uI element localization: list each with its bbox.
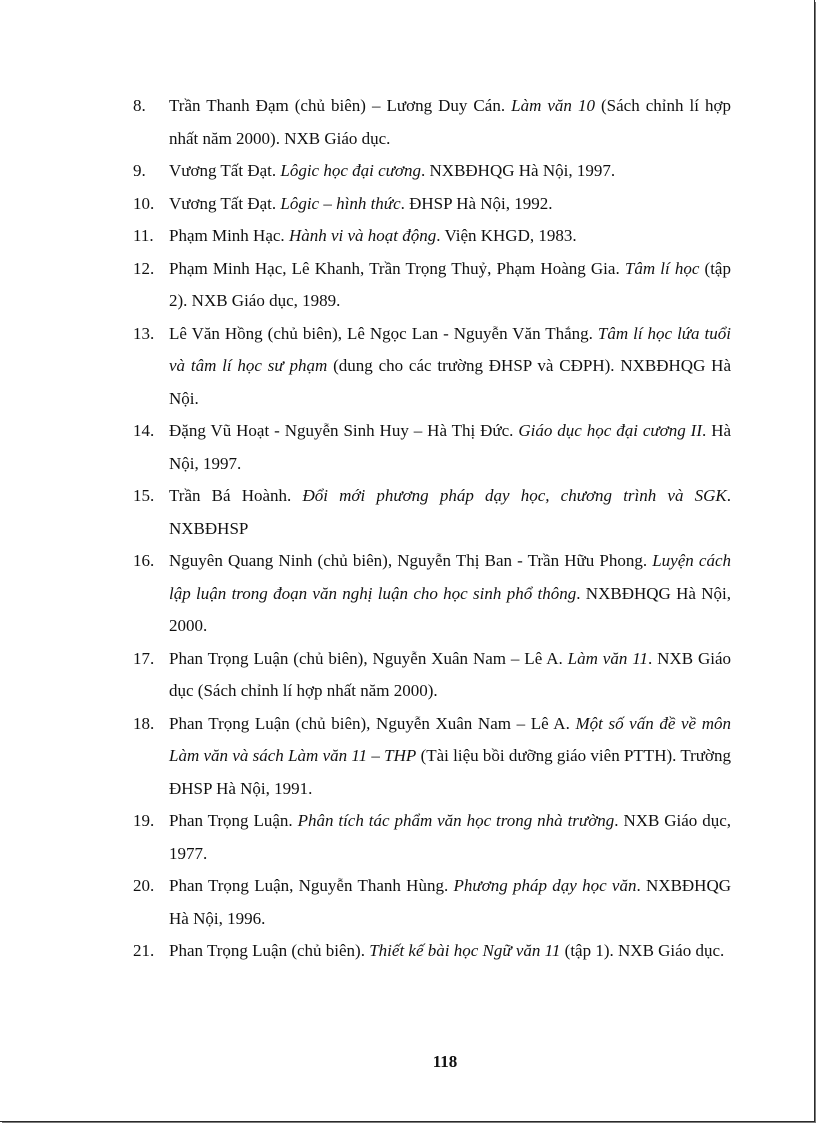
reference-authors: Trần Thanh Đạm (chủ biên) – Lương Duy Cán. bbox=[169, 96, 512, 115]
reference-details: . Viện KHGD, 1983. bbox=[436, 226, 577, 245]
reference-title: Phân tích tác phẩm văn học trong nhà trường bbox=[297, 811, 615, 830]
reference-title: Lôgic – hình thức bbox=[280, 193, 401, 213]
reference-details: . Hà Nội, 1997. bbox=[169, 421, 732, 473]
reference-number: 15. bbox=[133, 486, 155, 505]
reference-item bbox=[133, 805, 731, 870]
reference-title: Lôgic học đại cương bbox=[280, 161, 422, 180]
reference-details: (Sách chỉnh lí hợp nhất năm 2000). NXB Giáo dục. bbox=[169, 96, 731, 148]
reference-authors: Phạm Minh Hạc. bbox=[169, 226, 289, 245]
reference-details: . ĐHSP Hà Nội, 1992. bbox=[400, 193, 553, 213]
reference-title: Phương pháp dạy học văn bbox=[453, 876, 637, 895]
reference-item bbox=[133, 870, 731, 935]
reference-item bbox=[133, 188, 731, 221]
reference-details: . NXB Giáo dục, 1977. bbox=[169, 811, 732, 863]
reference-item bbox=[133, 935, 731, 968]
reference-item bbox=[133, 90, 731, 155]
reference-item bbox=[133, 415, 731, 480]
reference-item bbox=[133, 155, 731, 188]
reference-details: . NXBĐHQG Hà Nội, 2000. bbox=[169, 583, 731, 635]
reference-authors: Đặng Vũ Hoạt - Nguyễn Sinh Huy – Hà Thị Đức. bbox=[169, 421, 519, 440]
reference-item bbox=[133, 220, 731, 253]
reference-authors: Phan Trọng Luận (chủ biên), Nguyễn Xuân Nam – Lê A. bbox=[169, 648, 568, 668]
reference-title: Một số vấn đề về môn Làm văn và sách Làm văn 11 – THP bbox=[169, 713, 731, 765]
reference-details: (tập 2). NXB Giáo dục, 1989. bbox=[169, 258, 731, 310]
reference-title: Hành vi và hoạt động bbox=[288, 226, 437, 245]
reference-authors: Phạm Minh Hạc, Lê Khanh, Trần Trọng Thuỷ, Phạm Hoàng Gia. bbox=[169, 258, 625, 278]
page-number: 118 bbox=[432, 1052, 458, 1071]
reference-number: 10. bbox=[133, 193, 155, 213]
reference-details: . NXBĐHQG Hà Nội, 1996. bbox=[169, 876, 732, 928]
reference-number: 8. bbox=[133, 96, 146, 115]
reference-title: Làm văn 10 bbox=[511, 96, 595, 115]
reference-item bbox=[133, 480, 731, 545]
reference-number: 16. bbox=[133, 551, 155, 570]
reference-number: 11. bbox=[133, 226, 154, 245]
reference-number: 18. bbox=[133, 713, 155, 733]
reference-title: Giáo dục học đại cương II bbox=[518, 421, 703, 440]
reference-title: Thiết kế bài học Ngữ văn 11 bbox=[369, 941, 561, 960]
reference-authors: Phan Trọng Luận. bbox=[169, 811, 298, 830]
reference-authors: Phan Trọng Luận (chủ biên), Nguyễn Xuân Nam – Lê A. bbox=[169, 713, 576, 733]
reference-number: 13. bbox=[133, 323, 155, 343]
reference-number: 20. bbox=[133, 876, 155, 895]
reference-number: 12. bbox=[133, 258, 155, 278]
reference-item bbox=[133, 643, 731, 708]
reference-number: 9. bbox=[133, 161, 146, 180]
reference-item bbox=[133, 318, 731, 416]
reference-title: Làm văn 11 bbox=[567, 648, 648, 668]
reference-details: . NXBĐHSP bbox=[169, 486, 732, 538]
reference-authors: Lê Văn Hồng (chủ biên), Lê Ngọc Lan - Nguyễn Văn Thắng. bbox=[169, 323, 598, 343]
reference-authors: Phan Trọng Luận (chủ biên). bbox=[169, 941, 370, 960]
reference-authors: Vương Tất Đạt. bbox=[169, 193, 281, 213]
reference-number: 21. bbox=[133, 941, 155, 960]
reference-details: (dung cho các trường ĐHSP và CĐPH). NXBĐHQG Hà Nội. bbox=[169, 356, 732, 408]
reference-item bbox=[133, 253, 731, 318]
reference-list bbox=[133, 90, 731, 968]
reference-details: . NXBĐHQG Hà Nội, 1997. bbox=[421, 161, 616, 180]
reference-details: . NXB Giáo dục (Sách chỉnh lí hợp nhất năm 2000). bbox=[169, 648, 732, 700]
reference-number: 14. bbox=[133, 421, 155, 440]
reference-item bbox=[133, 545, 731, 643]
reference-title: Luyện cách lập luận trong đoạn văn nghị luận cho học sinh phổ thông bbox=[169, 551, 731, 603]
reference-details: (tập 1). NXB Giáo dục. bbox=[560, 941, 725, 960]
reference-details: (Tài liệu bồi dưỡng giáo viên PTTH). Trường ĐHSP Hà Nội, 1991. bbox=[169, 746, 731, 798]
reference-title: Tâm lí học lứa tuổi và tâm lí học sư phạm bbox=[169, 323, 731, 375]
reference-authors: Trần Bá Hoành. bbox=[169, 486, 303, 505]
reference-number: 17. bbox=[133, 648, 155, 668]
reference-number: 19. bbox=[133, 811, 155, 830]
reference-title: Đổi mới phương pháp dạy học, chương trình và SGK bbox=[302, 486, 727, 505]
reference-authors: Vương Tất Đạt. bbox=[169, 161, 281, 180]
reference-authors: Phan Trọng Luận, Nguyễn Thanh Hùng. bbox=[169, 876, 454, 895]
reference-authors: Nguyên Quang Ninh (chủ biên), Nguyễn Thị Ban - Trần Hữu Phong. bbox=[169, 551, 653, 570]
reference-item bbox=[133, 708, 731, 806]
reference-title: Tâm lí học bbox=[624, 258, 700, 278]
